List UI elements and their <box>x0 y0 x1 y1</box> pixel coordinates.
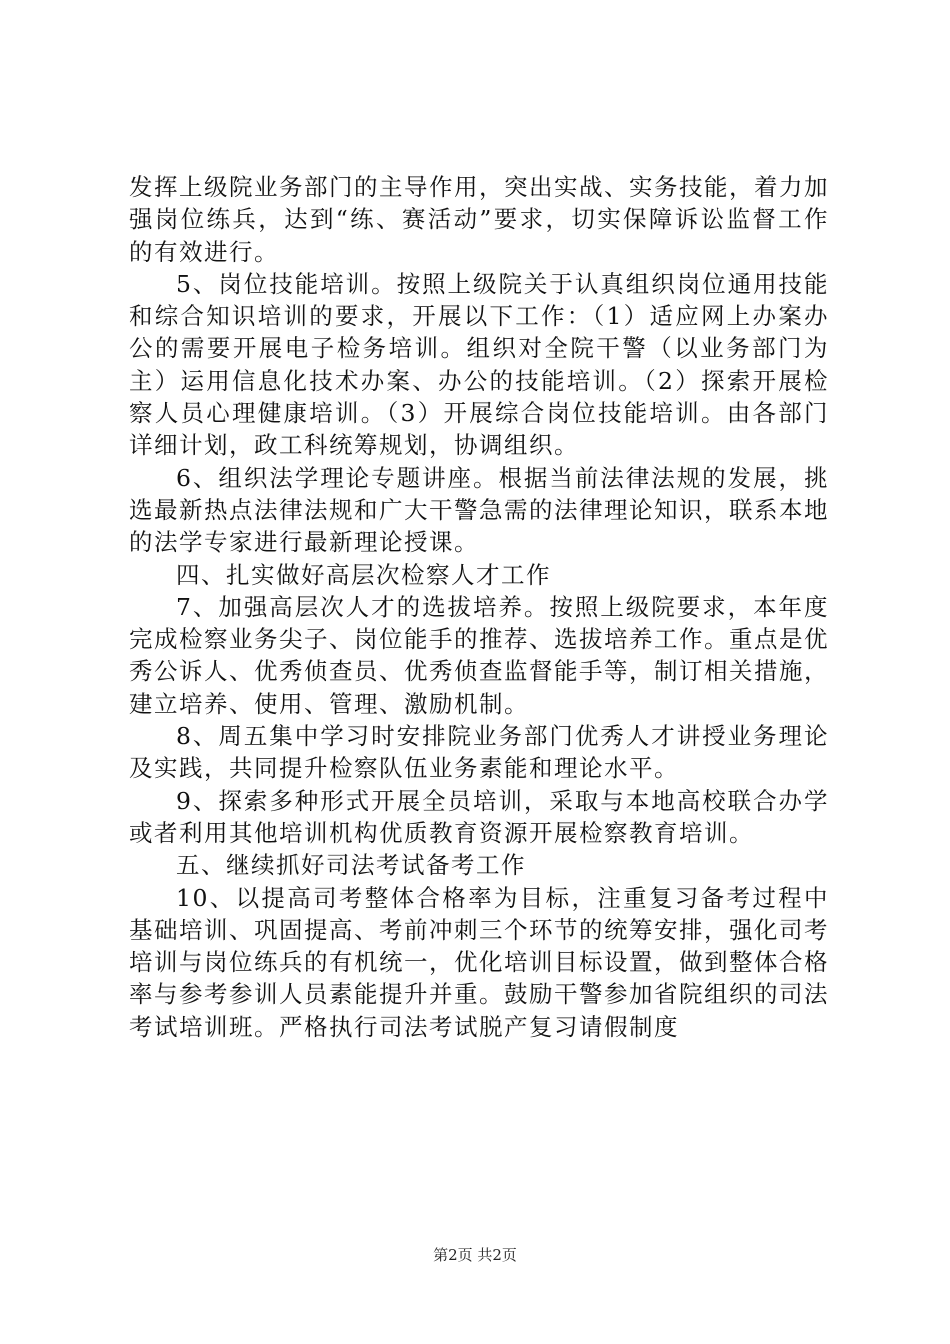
paragraph-continuation: 发挥上级院业务部门的主导作用，突出实战、实务技能，着力加强岗位练兵，达到“练、赛活动”要求，切实保障诉讼监督工作的有效进行。 <box>129 173 829 266</box>
paragraph-item-10: 10、以提高司考整体合格率为目标，注重复习备考过程中基础培训、巩固提高、考前冲刺三个环节的统筹安排，强化司考培训与岗位练兵的有机统一，优化培训目标设置，做到整体合格率与参考参训人员素能提升并重。鼓励干警参加省院组织的司法考试培训班。严格执行司法考试脱产复习请假制度 <box>129 883 829 1041</box>
section-heading-4: 四、扎实做好高层次检察人才工作 <box>176 560 551 589</box>
page-number-footer: 第2页 共2页 <box>433 1246 517 1264</box>
paragraph-item-8: 8、周五集中学习时安排院业务部门优秀人才讲授业务理论及实践，共同提升检察队伍业务素能和理论水平。 <box>129 722 829 783</box>
document-body <box>129 171 829 1043</box>
paragraph-item-6: 6、组织法学理论专题讲座。根据当前法律法规的发展，挑选最新热点法律法规和广大干警急需的法律理论知识，联系本地的法学专家进行最新理论授课。 <box>129 463 829 557</box>
section-heading-5: 五、继续抓好司法考试备考工作 <box>176 851 526 880</box>
paragraph-item-5: 5、岗位技能培训。按照上级院关于认真组织岗位通用技能和综合知识培训的要求，开展以下工作：（1）适应网上办案办公的需要开展电子检务培训。组织对全院干警（以业务部门为主）运用信息化技术办案、办公的技能培训。（2）探索开展检察人员心理健康培训。（3）开展综合岗位技能培训。由各部门详细计划，政工科统筹规划，协调组织。 <box>129 269 829 460</box>
paragraph-item-7: 7、加强高层次人才的选拔培养。按照上级院要求，本年度完成检察业务尖子、岗位能手的推荐、选拔培养工作。重点是优秀公诉人、优秀侦查员、优秀侦查监督能手等，制订相关措施，建立培养、使用、管理、激励机制。 <box>129 592 829 718</box>
paragraph-item-9: 9、探索多种形式开展全员培训，采取与本地高校联合办学或者利用其他培训机构优质教育资源开展检察教育培训。 <box>129 786 829 847</box>
